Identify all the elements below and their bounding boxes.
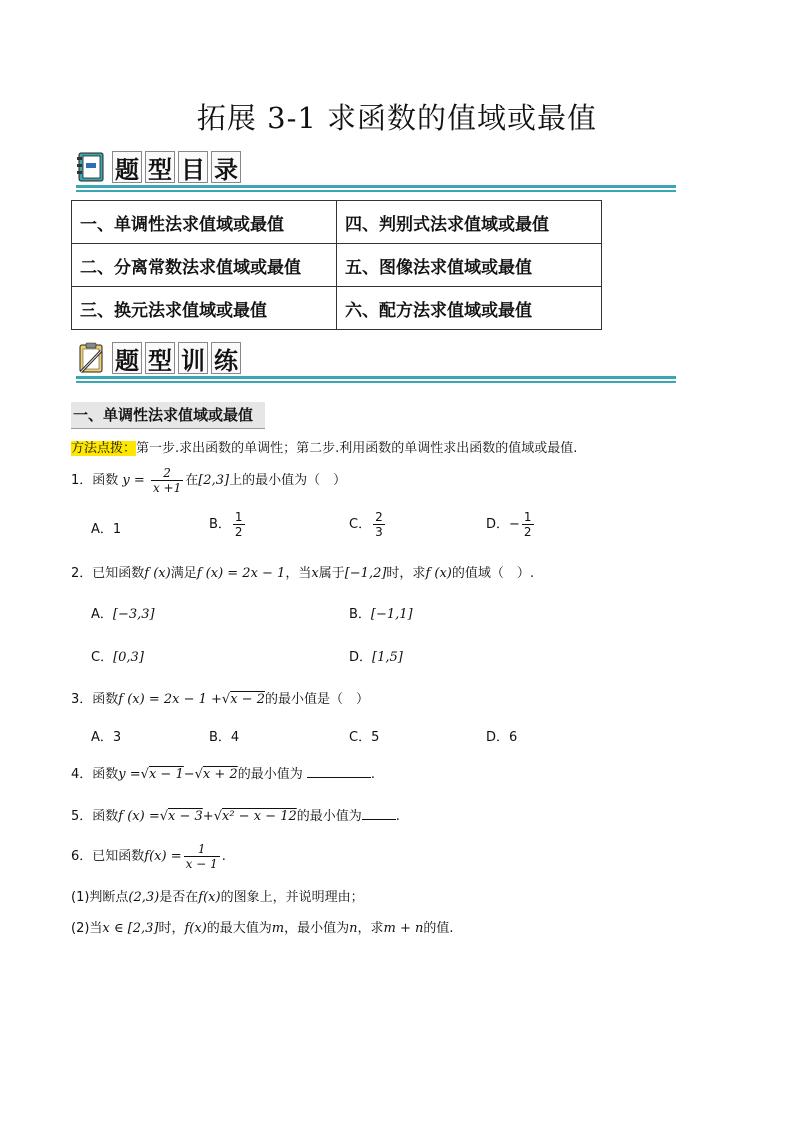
option-label: A． (91, 730, 113, 745)
fraction (184, 842, 220, 871)
q-text: 满足 (170, 566, 197, 581)
option-b (349, 603, 413, 622)
q-text: 的最小值为 (296, 809, 362, 824)
option-value: 3 (112, 730, 122, 745)
banner-char: 题 (112, 151, 142, 183)
q-text: 的最小值为 (237, 767, 303, 782)
denominator: x +1 (152, 481, 182, 495)
question-6-part-1 (71, 886, 364, 905)
numerator: 1 (184, 842, 220, 857)
denominator: x − 1 (185, 857, 218, 871)
option-label: A． (91, 522, 113, 537)
banner-divider (76, 381, 676, 383)
question-1 (71, 466, 346, 495)
q-math: [2,3] (198, 473, 230, 488)
section-heading: 一、单调性法求值域或最值 (71, 402, 265, 429)
q-text: 2．已知函数 (71, 566, 145, 581)
denominator: 2 (523, 525, 532, 539)
option-label: C． (349, 730, 372, 745)
q-math: f(x) (198, 890, 221, 905)
option-value: [−3,3] (112, 607, 155, 622)
question-4: 4．函数y =√x − 1−√x + 2的最小值为 . (71, 767, 375, 782)
option-label: A． (91, 607, 113, 622)
toc-table (71, 200, 602, 330)
q-text: . (395, 809, 400, 824)
option-label: B． (209, 730, 231, 745)
denominator: 3 (375, 525, 383, 539)
option-value: [1,5] (372, 650, 403, 665)
question-6 (71, 842, 226, 871)
q-math: + (202, 809, 214, 824)
q-text: ，当 (285, 566, 312, 581)
banner-divider (76, 190, 676, 192)
q-math: x ∈ [2,3] (102, 921, 159, 936)
sqrt-radicand: x + 2 (202, 767, 238, 782)
option-label: C． (91, 650, 114, 665)
q-math: y = (122, 473, 145, 488)
q-text: . (221, 849, 226, 864)
question-5: 5．函数f (x) =√x − 3+√x² − x − 12的最小值为 . (71, 809, 400, 824)
table-row (72, 287, 602, 330)
option-d (486, 726, 517, 745)
q-text: 的最大值为 (206, 921, 272, 936)
table-row (72, 244, 602, 287)
q-text: 的值域（ ）. (451, 566, 534, 581)
q-text: ，最小值为 (284, 921, 350, 936)
q-math: f (x) = 2x − 1 + (118, 692, 222, 707)
q-text: 上的最小值为（ ） (229, 473, 347, 488)
page-title: 拓展 3-1 求函数的值域或最值 (196, 101, 598, 135)
q-text: 3．函数 (71, 692, 119, 707)
q-math: f (x) (425, 566, 452, 581)
q-text: 在 (185, 473, 199, 488)
q-math: f (x) (144, 566, 171, 581)
sqrt-radicand: x − 1 (148, 767, 184, 782)
q-text: ，求 (357, 921, 384, 936)
option-d (349, 646, 403, 665)
fraction (151, 466, 183, 495)
option-b (209, 510, 247, 539)
q-text: 的最小值是（ ） (264, 692, 369, 707)
q-text: 5．函数 (71, 809, 119, 824)
q-text: 的图象上，并说明理由； (220, 890, 364, 905)
q-math: (2,3) (128, 890, 160, 905)
banner-char: 录 (211, 151, 241, 183)
banner-char: 练 (211, 342, 241, 374)
q-math: [−1,2] (344, 566, 387, 581)
denominator: 2 (234, 525, 243, 539)
q-text: 时， (158, 921, 185, 936)
toc-item: 六、配方法求值域或最值 (337, 287, 602, 330)
q-math: f(x) (184, 921, 207, 936)
banner-char: 题 (112, 342, 142, 374)
question-6-part-2 (71, 917, 454, 936)
numerator: 1 (523, 510, 532, 524)
sqrt-radicand: x² − x − 12 (222, 809, 297, 824)
q-math: m + n (383, 921, 424, 936)
tip-text: 第一步.求出函数的单调性；第二步.利用函数的单调性求出函数的值域或最值. (136, 441, 578, 456)
option-b (209, 726, 239, 745)
sqrt-radicand: x − 2 (230, 692, 265, 707)
option-c (349, 726, 379, 745)
notebook-icon (76, 151, 106, 183)
tip-label: 方法点拨： (71, 441, 137, 456)
q-text: 4．函数 (71, 767, 119, 782)
option-a (91, 726, 121, 745)
q-math: f (x) = (118, 809, 160, 824)
fraction (522, 510, 534, 539)
answer-blank[interactable] (362, 807, 396, 820)
table-row (72, 201, 602, 244)
q-text: 1．函数 (71, 473, 119, 488)
q-math: x (311, 566, 319, 581)
fraction (373, 510, 385, 539)
toc-item: 三、换元法求值域或最值 (72, 287, 337, 330)
q-math: m (271, 921, 285, 936)
answer-blank[interactable] (307, 765, 371, 778)
section-banner-toc (76, 151, 676, 197)
option-c (91, 646, 144, 665)
banner-divider (76, 185, 676, 188)
banner-char: 目 (178, 151, 208, 183)
option-label: D． (486, 730, 510, 745)
option-value: 6 (509, 730, 518, 745)
toc-item: 四、判别式法求值域或最值 (337, 201, 602, 244)
option-label: D． (349, 650, 373, 665)
toc-item: 二、分离常数法求值域或最值 (72, 244, 337, 287)
question-3: 3．函数f (x) = 2x − 1 +√x − 2的最小值是（ ） (71, 692, 369, 707)
q-text: (2)当 (71, 921, 103, 936)
question-2 (71, 562, 534, 581)
option-label: B． (209, 517, 231, 532)
q-text: . (370, 767, 375, 782)
q-math: y = (118, 767, 141, 782)
q-math: f(x) = (144, 849, 182, 864)
option-a (91, 518, 121, 537)
option-value: 4 (230, 730, 240, 745)
q-text: 6．已知函数 (71, 849, 145, 864)
option-value: 1 (112, 522, 122, 537)
option-value: 5 (371, 730, 380, 745)
option-d (486, 510, 536, 539)
option-a (91, 603, 155, 622)
section-banner-practice (76, 342, 676, 388)
banner-char: 型 (145, 342, 175, 374)
method-tip (71, 437, 577, 456)
banner-char: 训 (178, 342, 208, 374)
option-sign: − (509, 517, 520, 532)
fraction (233, 510, 245, 539)
q-text: (1)判断点 (71, 890, 129, 905)
banner-divider (76, 376, 676, 379)
numerator: 1 (234, 510, 243, 524)
option-c (349, 510, 387, 539)
option-value: [−1,1] (370, 607, 413, 622)
option-label: C． (349, 517, 372, 532)
q-text: 的值. (423, 921, 454, 936)
clipboard-pencil-icon (76, 342, 106, 374)
q-text: 时，求 (386, 566, 426, 581)
q-math: f (x) = 2x − 1 (196, 566, 286, 581)
q-math: − (183, 767, 195, 782)
numerator: 2 (375, 510, 383, 524)
q-text: 属于 (318, 566, 345, 581)
option-value: [0,3] (113, 650, 144, 665)
toc-item: 一、单调性法求值域或最值 (72, 201, 337, 244)
option-label: D． (486, 517, 510, 532)
q-text: 是否在 (159, 890, 199, 905)
numerator: 2 (151, 466, 183, 481)
option-label: B． (349, 607, 371, 622)
sqrt-radicand: x − 3 (168, 809, 203, 824)
banner-char: 型 (145, 151, 175, 183)
q-math: n (349, 921, 358, 936)
toc-item: 五、图像法求值域或最值 (337, 244, 602, 287)
